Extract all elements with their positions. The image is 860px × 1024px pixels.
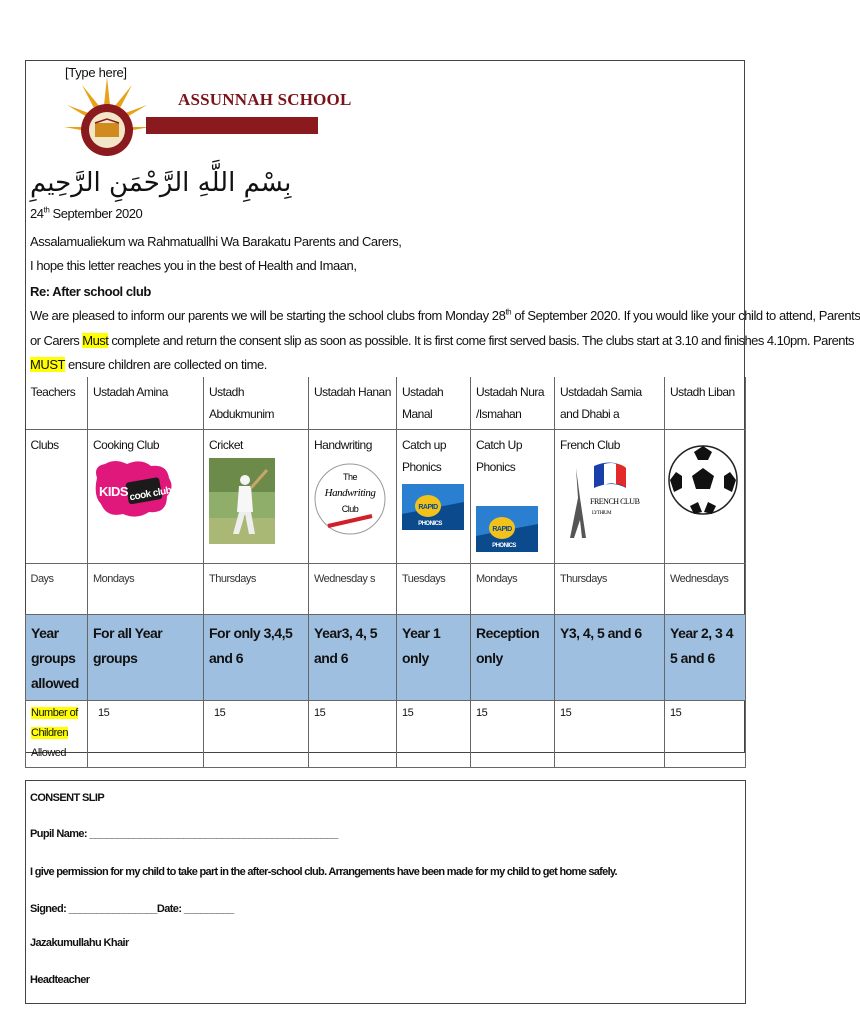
svg-text:LYTHIUM: LYTHIUM (592, 511, 612, 516)
row-label-clubs: Clubs (26, 430, 88, 564)
club-name: Cricket (209, 438, 243, 452)
pupil-name-field[interactable]: Pupil Name: _____________________________________________ (30, 828, 338, 840)
sunburst-crest-icon (62, 75, 152, 163)
signed-date-field[interactable]: Signed: ________________Date: _________ (30, 903, 234, 915)
club-name: Handwriting (314, 438, 372, 452)
year-cell: For all Year groups (88, 615, 204, 701)
club-name: Catch Up Phonics (476, 438, 523, 474)
svg-text:The: The (342, 472, 358, 482)
svg-text:FRENCH CLUB: FRENCH CLUB (590, 497, 640, 506)
football-image (668, 432, 738, 528)
handwriting-club-logo (314, 458, 386, 540)
letter-paragraph-line-2: or Carers Must complete and return the consent slip as soon as possible. It is first come first served basis. The clubs start at 3.10 and finishes 4.10pm. Parents (30, 333, 855, 348)
number-cell: 15 (309, 701, 397, 768)
teacher-cell: Ustdadah Samia and Dhabi a (555, 377, 665, 430)
year-cell: Year 1 only (397, 615, 471, 701)
club-cell (88, 430, 204, 564)
teacher-cell: Ustadah Nura /Ismahan (471, 377, 555, 430)
school-address-bar (146, 117, 318, 134)
number-cell: 15 (471, 701, 555, 768)
row-label-teachers: Teachers (26, 377, 88, 430)
row-label-year-groups: Year groups allowed (26, 615, 88, 701)
kids-cook-club-logo (93, 458, 175, 520)
number-cell: 15 (88, 701, 204, 768)
day-cell: Thursdays (555, 564, 665, 615)
number-cell: 15 (555, 701, 665, 768)
day-cell: Wednesday s (309, 564, 397, 615)
svg-text:RAPID: RAPID (492, 526, 512, 533)
bismillah-calligraphy: بِسْمِ اللَّهِ الرَّحْمَنِ الرَّحِيمِ (30, 168, 292, 198)
teacher-cell: Ustadh Abdukmunim (204, 377, 309, 430)
consent-slip-box (25, 780, 746, 1004)
type-here-placeholder: [Type here] (65, 65, 127, 80)
teacher-cell: Ustadah Manal (397, 377, 471, 430)
letter-date: 24th September 2020 (30, 205, 143, 221)
teacher-cell: Ustadah Amina (88, 377, 204, 430)
letter-hope: I hope this letter reaches you in the best of Health and Imaan, (30, 258, 357, 273)
svg-text:Club: Club (341, 504, 359, 514)
number-cell: 15 (204, 701, 309, 768)
day-cell: Thursdays (204, 564, 309, 615)
rapid-phonics-logo (402, 484, 464, 530)
letter-paragraph-line-1: We are pleased to inform our parents we will be starting the school clubs from Monday 28th of September 2020. If you would like your child to attend, Parents (30, 307, 860, 323)
svg-text:cook club: cook club (128, 485, 173, 504)
number-of-children-row (26, 701, 746, 768)
school-name: ASSUNNAH SCHOOL (178, 90, 352, 109)
club-cell (204, 430, 309, 564)
letter-subject: Re: After school club (30, 284, 151, 299)
french-club-logo (560, 458, 658, 550)
teachers-row (26, 377, 746, 430)
letter-greeting: Assalamualiekum wa Rahmatuallhi Wa Barakatu Parents and Carers, (30, 234, 402, 249)
year-cell: Reception only (471, 615, 555, 701)
cricket-photo (209, 458, 275, 544)
club-cell (555, 430, 665, 564)
day-cell: Mondays (88, 564, 204, 615)
year-groups-row (26, 615, 746, 701)
svg-text:Handwriting: Handwriting (324, 487, 376, 499)
row-label-number-of-children: Number of Children Allowed (26, 701, 88, 768)
day-cell: Tuesdays (397, 564, 471, 615)
year-cell: Year 2, 3 4 5 and 6 (665, 615, 746, 701)
number-cell: 15 (665, 701, 746, 768)
permission-statement: I give permission for my child to take part in the after-school club. Arrangements have been made for my child to get home safely. (30, 866, 617, 878)
days-row (26, 564, 746, 615)
club-name: French Club (560, 438, 620, 452)
club-cell (665, 430, 746, 564)
svg-text:PHONICS: PHONICS (418, 521, 442, 527)
consent-title: CONSENT SLIP (30, 792, 105, 804)
signatory-title: Headteacher (30, 974, 90, 986)
svg-text:RAPID: RAPID (418, 504, 438, 511)
club-cell (397, 430, 471, 564)
clubs-row (26, 430, 746, 564)
club-cell (471, 430, 555, 564)
day-cell: Mondays (471, 564, 555, 615)
year-cell: For only 3,4,5 and 6 (204, 615, 309, 701)
year-cell: Year3, 4, 5 and 6 (309, 615, 397, 701)
row-label-days: Days (26, 564, 88, 615)
club-cell (309, 430, 397, 564)
teacher-cell: Ustadh Liban (665, 377, 746, 430)
number-cell: 15 (397, 701, 471, 768)
teacher-cell: Ustadah Hanan (309, 377, 397, 430)
year-cell: Y3, 4, 5 and 6 (555, 615, 665, 701)
svg-text:KIDS: KIDS (99, 484, 129, 499)
club-schedule-table (25, 377, 746, 768)
club-name: Cooking Club (93, 438, 160, 452)
svg-text:PHONICS: PHONICS (492, 543, 516, 549)
club-name: Catch up Phonics (402, 438, 447, 474)
closing-greeting: Jazakumullahu Khair (30, 937, 129, 949)
day-cell: Wednesdays (665, 564, 746, 615)
letter-paragraph-line-3: MUST ensure children are collected on time. (30, 357, 267, 372)
rapid-phonics-logo (476, 506, 538, 552)
